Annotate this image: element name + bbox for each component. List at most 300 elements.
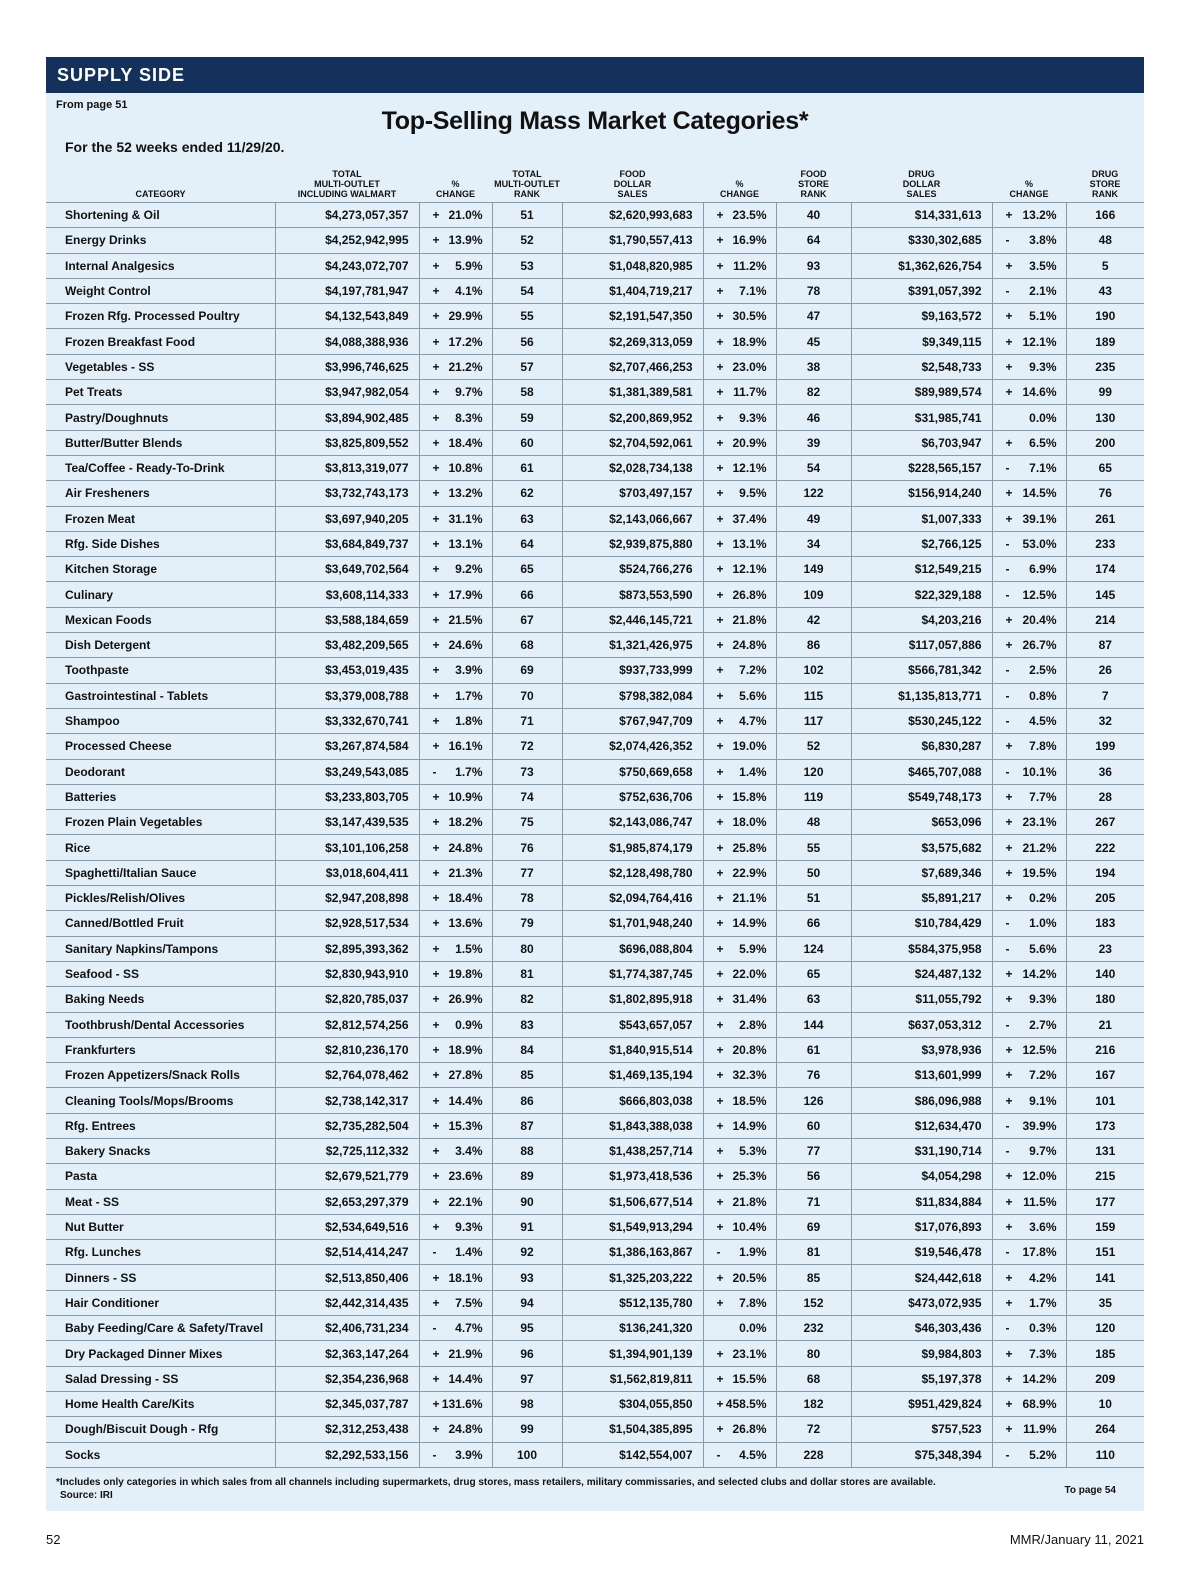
cell-multi-outlet-rank: 62 — [492, 481, 562, 506]
cell-multi-outlet-sales: $2,354,236,968 — [275, 1366, 419, 1391]
cell-drug-sales: $1,135,813,771 — [851, 683, 992, 708]
cell-multi-outlet-rank: 93 — [492, 1265, 562, 1290]
cell-multi-outlet-sales: $3,233,803,705 — [275, 784, 419, 809]
change-sign: + — [716, 334, 724, 349]
cell-drug-sales: $9,349,115 — [851, 329, 992, 354]
cell-multi-outlet-change — [419, 380, 492, 405]
change-value: 26.9% — [448, 992, 483, 1007]
cell-drug-change — [992, 1290, 1066, 1315]
change-value: 1.7% — [455, 688, 483, 703]
change-sign: - — [432, 1321, 437, 1336]
cell-multi-outlet-rank: 60 — [492, 430, 562, 455]
table-row — [46, 658, 1144, 683]
table-row — [46, 304, 1144, 329]
cell-food-rank: 115 — [776, 683, 851, 708]
cell-drug-change — [992, 1442, 1066, 1467]
cell-drug-sales: $24,487,132 — [851, 961, 992, 986]
cell-category: Dry Packaged Dinner Mixes — [46, 1341, 275, 1366]
change-sign: - — [432, 1245, 437, 1260]
cell-multi-outlet-sales: $2,735,282,504 — [275, 1113, 419, 1138]
cell-food-rank: 78 — [776, 278, 851, 303]
cell-multi-outlet-rank: 74 — [492, 784, 562, 809]
cell-multi-outlet-change — [419, 835, 492, 860]
cell-food-change — [703, 203, 776, 228]
change-sign: + — [716, 1093, 724, 1108]
cell-food-sales: $1,321,426,975 — [562, 633, 703, 658]
table-row — [46, 1417, 1144, 1442]
change-sign: + — [432, 1093, 440, 1108]
table-row — [46, 835, 1144, 860]
change-sign: + — [432, 1422, 440, 1437]
cell-food-change — [703, 961, 776, 986]
cell-multi-outlet-rank: 59 — [492, 405, 562, 430]
change-value: 21.5% — [448, 612, 483, 627]
change-sign: + — [716, 309, 724, 324]
cell-category: Rice — [46, 835, 275, 860]
cell-food-rank: 119 — [776, 784, 851, 809]
cell-drug-rank: 99 — [1066, 380, 1144, 405]
cell-category: Frankfurters — [46, 1037, 275, 1062]
cell-category: Spaghetti/Italian Sauce — [46, 860, 275, 885]
change-sign: + — [432, 461, 440, 476]
cell-multi-outlet-sales: $3,101,106,258 — [275, 835, 419, 860]
change-value: 18.5% — [732, 1093, 767, 1108]
cell-food-sales: $666,803,038 — [562, 1088, 703, 1113]
cell-drug-change — [992, 886, 1066, 911]
cell-food-sales: $798,382,084 — [562, 683, 703, 708]
cell-multi-outlet-rank: 55 — [492, 304, 562, 329]
cell-food-rank: 61 — [776, 1037, 851, 1062]
change-value: 20.5% — [732, 1270, 767, 1285]
cell-food-change — [703, 987, 776, 1012]
cell-category: Processed Cheese — [46, 734, 275, 759]
table-row — [46, 481, 1144, 506]
cell-food-rank: 152 — [776, 1290, 851, 1315]
cell-food-sales: $750,669,658 — [562, 759, 703, 784]
cell-food-change — [703, 1113, 776, 1138]
cell-multi-outlet-change — [419, 1189, 492, 1214]
change-sign: + — [716, 359, 724, 374]
cell-multi-outlet-rank: 94 — [492, 1290, 562, 1315]
change-sign: + — [1005, 309, 1013, 324]
change-sign: + — [1005, 638, 1013, 653]
table-row — [46, 911, 1144, 936]
table-row — [46, 1189, 1144, 1214]
change-value: 20.9% — [732, 435, 767, 450]
cell-food-rank: 38 — [776, 354, 851, 379]
cell-drug-change — [992, 1366, 1066, 1391]
cell-category: Frozen Plain Vegetables — [46, 810, 275, 835]
cell-category: Shampoo — [46, 708, 275, 733]
change-sign: + — [432, 1144, 440, 1159]
cell-food-sales: $2,704,592,061 — [562, 430, 703, 455]
cell-food-rank: 46 — [776, 405, 851, 430]
cell-multi-outlet-change — [419, 1164, 492, 1189]
change-sign: + — [1005, 1270, 1013, 1285]
change-value: 21.9% — [448, 1346, 483, 1361]
cell-multi-outlet-change — [419, 506, 492, 531]
change-sign: + — [716, 612, 724, 627]
change-value: 9.3% — [1029, 992, 1057, 1007]
cell-drug-sales: $566,781,342 — [851, 658, 992, 683]
change-sign: + — [716, 663, 724, 678]
cell-drug-sales: $117,057,886 — [851, 633, 992, 658]
cell-drug-rank: 173 — [1066, 1113, 1144, 1138]
cell-multi-outlet-rank: 95 — [492, 1316, 562, 1341]
cell-category: Seafood - SS — [46, 961, 275, 986]
change-sign: + — [716, 916, 724, 931]
change-value: 23.5% — [732, 208, 767, 223]
change-sign: - — [1005, 1017, 1010, 1032]
cell-category: Pasta — [46, 1164, 275, 1189]
change-value: 13.2% — [448, 486, 483, 501]
cell-drug-sales: $549,748,173 — [851, 784, 992, 809]
change-value: 2.5% — [1029, 663, 1057, 678]
change-value: 19.5% — [1022, 865, 1057, 880]
cell-food-rank: 182 — [776, 1391, 851, 1416]
header-food-sales: FOOD DOLLAR SALES — [613, 169, 652, 199]
cell-food-sales: $1,504,385,895 — [562, 1417, 703, 1442]
cell-drug-rank: 183 — [1066, 911, 1144, 936]
change-value: 14.4% — [448, 1093, 483, 1108]
cell-food-sales: $1,438,257,714 — [562, 1138, 703, 1163]
cell-food-change — [703, 1316, 776, 1341]
cell-drug-rank: 177 — [1066, 1189, 1144, 1214]
cell-drug-rank: 180 — [1066, 987, 1144, 1012]
change-sign: + — [1005, 1068, 1013, 1083]
change-sign: + — [716, 1371, 724, 1386]
cell-drug-change — [992, 759, 1066, 784]
from-page-note: From page 51 — [56, 99, 128, 111]
cell-food-sales: $142,554,007 — [562, 1442, 703, 1467]
cell-drug-rank: 21 — [1066, 1012, 1144, 1037]
cell-drug-rank: 200 — [1066, 430, 1144, 455]
change-sign: + — [716, 789, 724, 804]
change-value: 18.4% — [448, 891, 483, 906]
change-sign: + — [432, 865, 440, 880]
cell-food-rank: 64 — [776, 228, 851, 253]
cell-multi-outlet-rank: 75 — [492, 810, 562, 835]
change-value: 17.2% — [448, 334, 483, 349]
change-sign: + — [432, 486, 440, 501]
cell-drug-rank: 199 — [1066, 734, 1144, 759]
cell-drug-rank: 159 — [1066, 1214, 1144, 1239]
cell-drug-change — [992, 911, 1066, 936]
cell-drug-sales: $13,601,999 — [851, 1063, 992, 1088]
cell-food-change — [703, 455, 776, 480]
cell-food-rank: 48 — [776, 810, 851, 835]
cell-category: Frozen Rfg. Processed Poultry — [46, 304, 275, 329]
cell-multi-outlet-change — [419, 784, 492, 809]
cell-multi-outlet-change — [419, 1037, 492, 1062]
change-sign: + — [432, 410, 440, 425]
change-sign: + — [716, 1397, 724, 1412]
change-value: 6.5% — [1029, 435, 1057, 450]
cell-drug-sales: $31,190,714 — [851, 1138, 992, 1163]
change-value: 15.3% — [448, 1118, 483, 1133]
cell-drug-change — [992, 1341, 1066, 1366]
cell-food-sales: $2,143,066,667 — [562, 506, 703, 531]
cell-multi-outlet-rank: 78 — [492, 886, 562, 911]
change-sign: - — [1005, 1447, 1010, 1462]
cell-food-sales: $1,325,203,222 — [562, 1265, 703, 1290]
cell-multi-outlet-sales: $3,249,543,085 — [275, 759, 419, 784]
change-sign: + — [716, 1144, 724, 1159]
cell-category: Dinners - SS — [46, 1265, 275, 1290]
cell-food-sales: $2,707,466,253 — [562, 354, 703, 379]
cell-multi-outlet-change — [419, 1316, 492, 1341]
cell-drug-change — [992, 455, 1066, 480]
cell-multi-outlet-rank: 69 — [492, 658, 562, 683]
change-sign: + — [432, 941, 440, 956]
cell-multi-outlet-change — [419, 405, 492, 430]
cell-drug-change — [992, 1391, 1066, 1416]
cell-drug-change — [992, 304, 1066, 329]
cell-food-rank: 66 — [776, 911, 851, 936]
cell-food-rank: 45 — [776, 329, 851, 354]
cell-drug-sales: $11,055,792 — [851, 987, 992, 1012]
change-sign: + — [432, 714, 440, 729]
cell-drug-rank: 35 — [1066, 1290, 1144, 1315]
cell-multi-outlet-change — [419, 1012, 492, 1037]
change-value: 5.2% — [1029, 1447, 1057, 1462]
cell-drug-change — [992, 582, 1066, 607]
cell-drug-change — [992, 835, 1066, 860]
cell-multi-outlet-rank: 89 — [492, 1164, 562, 1189]
cell-drug-sales: $89,989,574 — [851, 380, 992, 405]
change-value: 12.1% — [1022, 334, 1057, 349]
cell-drug-sales: $24,442,618 — [851, 1265, 992, 1290]
change-value: 18.4% — [448, 435, 483, 450]
cell-food-sales: $1,506,677,514 — [562, 1189, 703, 1214]
cell-multi-outlet-rank: 87 — [492, 1113, 562, 1138]
cell-multi-outlet-rank: 80 — [492, 936, 562, 961]
change-value: 15.5% — [732, 1371, 767, 1386]
cell-drug-sales: $473,072,935 — [851, 1290, 992, 1315]
table-row — [46, 531, 1144, 556]
change-value: 3.6% — [1029, 1220, 1057, 1235]
cell-drug-sales: $11,834,884 — [851, 1189, 992, 1214]
cell-drug-sales: $465,707,088 — [851, 759, 992, 784]
cell-multi-outlet-rank: 61 — [492, 455, 562, 480]
cell-food-rank: 124 — [776, 936, 851, 961]
cell-food-rank: 34 — [776, 531, 851, 556]
change-value: 13.9% — [448, 233, 483, 248]
change-value: 7.2% — [739, 663, 767, 678]
table-row — [46, 405, 1144, 430]
change-sign: + — [432, 435, 440, 450]
cell-food-sales: $2,269,313,059 — [562, 329, 703, 354]
change-sign: + — [716, 891, 724, 906]
change-value: 3.5% — [1029, 258, 1057, 273]
cell-food-sales: $1,549,913,294 — [562, 1214, 703, 1239]
change-sign: + — [432, 562, 440, 577]
change-value: 0.8% — [1029, 688, 1057, 703]
change-sign: + — [716, 1169, 724, 1184]
cell-multi-outlet-change — [419, 278, 492, 303]
cell-multi-outlet-rank: 56 — [492, 329, 562, 354]
cell-drug-rank: 190 — [1066, 304, 1144, 329]
cell-food-change — [703, 1391, 776, 1416]
cell-multi-outlet-rank: 68 — [492, 633, 562, 658]
change-sign: + — [1005, 334, 1013, 349]
cell-food-rank: 86 — [776, 633, 851, 658]
change-value: 10.1% — [1022, 764, 1057, 779]
cell-multi-outlet-sales: $3,732,743,173 — [275, 481, 419, 506]
table-row — [46, 1088, 1144, 1113]
change-sign: + — [1005, 385, 1013, 400]
change-sign: + — [432, 688, 440, 703]
cell-drug-change — [992, 203, 1066, 228]
table-row — [46, 987, 1144, 1012]
cell-multi-outlet-change — [419, 911, 492, 936]
table-row — [46, 582, 1144, 607]
change-sign: + — [1005, 891, 1013, 906]
cell-drug-rank: 5 — [1066, 253, 1144, 278]
cell-food-change — [703, 1290, 776, 1315]
change-value: 25.3% — [732, 1169, 767, 1184]
cell-category: Salad Dressing - SS — [46, 1366, 275, 1391]
table-row — [46, 683, 1144, 708]
change-sign: + — [432, 612, 440, 627]
cell-food-change — [703, 1366, 776, 1391]
cell-drug-rank: 166 — [1066, 203, 1144, 228]
change-sign: + — [1005, 511, 1013, 526]
change-value: 53.0% — [1022, 537, 1057, 551]
cell-food-change — [703, 430, 776, 455]
change-sign: + — [716, 587, 724, 602]
cell-drug-sales: $5,197,378 — [851, 1366, 992, 1391]
cell-drug-rank: 120 — [1066, 1316, 1144, 1341]
cell-multi-outlet-change — [419, 936, 492, 961]
change-sign: + — [1005, 1169, 1013, 1184]
cell-multi-outlet-sales: $3,697,940,205 — [275, 506, 419, 531]
to-page-note: To page 54 — [1064, 1485, 1116, 1496]
cell-multi-outlet-sales: $4,197,781,947 — [275, 278, 419, 303]
table-row — [46, 203, 1144, 228]
cell-multi-outlet-change — [419, 1290, 492, 1315]
change-value: 18.2% — [448, 815, 483, 830]
cell-drug-sales: $9,984,803 — [851, 1341, 992, 1366]
change-value: 37.4% — [732, 511, 767, 526]
cell-drug-change — [992, 1164, 1066, 1189]
cell-multi-outlet-sales: $2,679,521,779 — [275, 1164, 419, 1189]
change-sign: + — [716, 1346, 724, 1361]
change-sign: + — [1005, 1295, 1013, 1310]
cell-food-change — [703, 784, 776, 809]
cell-drug-sales: $17,076,893 — [851, 1214, 992, 1239]
cell-category: Baby Feeding/Care & Safety/Travel — [46, 1316, 275, 1341]
change-value: 9.1% — [1029, 1093, 1057, 1108]
cell-multi-outlet-change — [419, 1417, 492, 1442]
cell-category: Vegetables - SS — [46, 354, 275, 379]
change-sign: - — [716, 1447, 721, 1462]
cell-food-rank: 228 — [776, 1442, 851, 1467]
cell-multi-outlet-sales: $3,332,670,741 — [275, 708, 419, 733]
change-sign: + — [1005, 1220, 1013, 1235]
cell-multi-outlet-rank: 58 — [492, 380, 562, 405]
cell-food-rank: 47 — [776, 304, 851, 329]
cell-multi-outlet-sales: $3,588,184,659 — [275, 607, 419, 632]
cell-drug-rank: 101 — [1066, 1088, 1144, 1113]
cell-drug-change — [992, 354, 1066, 379]
cell-category: Baking Needs — [46, 987, 275, 1012]
change-value: 21.0% — [448, 208, 483, 223]
change-value: 6.9% — [1029, 562, 1057, 577]
change-value: 18.0% — [732, 815, 767, 830]
cell-multi-outlet-sales: $3,825,809,552 — [275, 430, 419, 455]
cell-category: Kitchen Storage — [46, 557, 275, 582]
cell-category: Pastry/Doughnuts — [46, 405, 275, 430]
table-row — [46, 1063, 1144, 1088]
change-value: 1.7% — [455, 764, 483, 779]
cell-multi-outlet-change — [419, 860, 492, 885]
cell-multi-outlet-change — [419, 481, 492, 506]
cell-multi-outlet-rank: 53 — [492, 253, 562, 278]
cell-food-sales: $1,840,915,514 — [562, 1037, 703, 1062]
cell-drug-sales: $951,429,824 — [851, 1391, 992, 1416]
cell-food-sales: $2,074,426,352 — [562, 734, 703, 759]
change-value: 24.8% — [732, 638, 767, 653]
change-value: 30.5% — [732, 309, 767, 324]
change-sign: + — [1005, 1346, 1013, 1361]
cell-multi-outlet-sales: $4,132,543,849 — [275, 304, 419, 329]
cell-drug-rank: 167 — [1066, 1063, 1144, 1088]
cell-multi-outlet-sales: $2,312,253,438 — [275, 1417, 419, 1442]
cell-multi-outlet-change — [419, 228, 492, 253]
table-row — [46, 784, 1144, 809]
cell-drug-change — [992, 1063, 1066, 1088]
change-sign: + — [716, 258, 724, 273]
cell-multi-outlet-sales: $2,947,208,898 — [275, 886, 419, 911]
cell-food-rank: 122 — [776, 481, 851, 506]
cell-drug-sales: $19,546,478 — [851, 1240, 992, 1265]
cell-multi-outlet-change — [419, 683, 492, 708]
change-sign: - — [1005, 764, 1010, 779]
change-value: 21.8% — [732, 1194, 767, 1209]
cell-food-change — [703, 911, 776, 936]
cell-category: Internal Analgesics — [46, 253, 275, 278]
change-value: 21.2% — [1022, 840, 1057, 855]
cell-multi-outlet-rank: 85 — [492, 1063, 562, 1088]
change-value: 24.8% — [448, 1422, 483, 1437]
cell-drug-rank: 7 — [1066, 683, 1144, 708]
cell-multi-outlet-sales: $4,252,942,995 — [275, 228, 419, 253]
cell-multi-outlet-sales: $3,379,008,788 — [275, 683, 419, 708]
cell-drug-change — [992, 936, 1066, 961]
change-sign: + — [432, 1220, 440, 1235]
cell-category: Rfg. Entrees — [46, 1113, 275, 1138]
change-sign: + — [1005, 258, 1013, 273]
cell-multi-outlet-rank: 99 — [492, 1417, 562, 1442]
cell-food-change — [703, 531, 776, 556]
cell-drug-change — [992, 1088, 1066, 1113]
cell-multi-outlet-rank: 82 — [492, 987, 562, 1012]
change-sign: + — [1005, 739, 1013, 754]
change-sign: - — [1005, 1118, 1010, 1133]
change-sign: + — [716, 1270, 724, 1285]
change-sign: + — [432, 1068, 440, 1083]
cell-food-sales: $703,497,157 — [562, 481, 703, 506]
change-value: 21.3% — [448, 865, 483, 880]
cell-drug-sales: $4,054,298 — [851, 1164, 992, 1189]
table-row — [46, 633, 1144, 658]
change-sign: + — [716, 714, 724, 729]
cell-multi-outlet-change — [419, 304, 492, 329]
cell-category: Frozen Breakfast Food — [46, 329, 275, 354]
cell-food-change — [703, 354, 776, 379]
cell-food-rank: 77 — [776, 1138, 851, 1163]
